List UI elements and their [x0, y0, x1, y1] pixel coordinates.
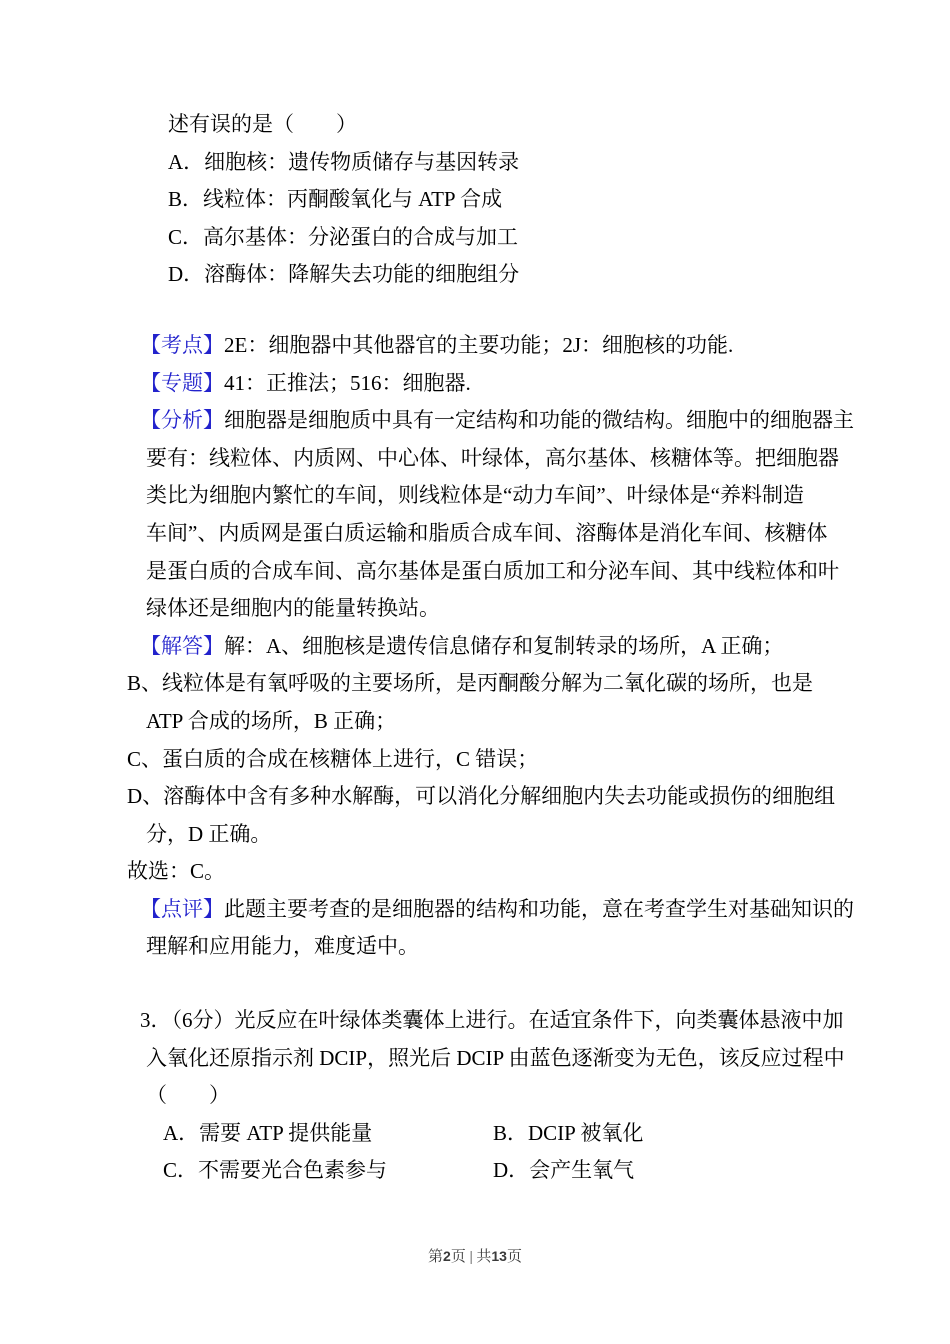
fenxi-line-5 — [146, 553, 950, 591]
fenxi-line-6 — [146, 590, 950, 628]
zhuanti-line — [140, 365, 950, 403]
jieda-line-2 — [127, 665, 950, 703]
dianping-line-1 — [140, 891, 950, 929]
q3-number: 3． — [140, 1008, 172, 1033]
jieda-text-2: B、线粒体是有氧呼吸的主要场所，是丙酮酸分解为二氧化碳的场所，也是 — [127, 671, 814, 696]
page-content — [0, 106, 950, 1190]
q2-option-d — [168, 256, 950, 294]
q2-option-c — [168, 219, 950, 257]
q2-option-d-label: D． — [168, 262, 205, 287]
q2-option-a — [168, 144, 950, 182]
fenxi-line-1 — [140, 402, 950, 440]
q3-answer-blank: （ ） — [146, 1083, 230, 1108]
dianping-text-2: 理解和应用能力，难度适中。 — [146, 934, 419, 959]
q3-option-a-text: 需要 ATP 提供能量 — [199, 1120, 373, 1145]
q3-option-d — [493, 1158, 634, 1182]
footer-page-prefix: 第 — [428, 1249, 444, 1265]
q3-score: （6分） — [171, 1008, 235, 1033]
jieda-line-3 — [146, 703, 950, 741]
kaodian-label: 【考点】 — [140, 332, 224, 357]
q2-option-a-text: 细胞核：遗传物质储存与基因转录 — [204, 149, 520, 174]
q3-option-a-label: A． — [163, 1120, 200, 1145]
fenxi-text-6: 绿体还是细胞内的能量转换站。 — [146, 596, 440, 621]
q3-option-d-text: 会产生氧气 — [529, 1158, 635, 1183]
q3-option-c-text: 不需要光合色素参与 — [198, 1158, 388, 1183]
kaodian-line — [140, 327, 950, 365]
fenxi-text-1: 细胞器是细胞质中具有一定结构和功能的微结构。细胞中的细胞器主 — [224, 408, 854, 433]
q3-option-a — [163, 1115, 493, 1153]
q2-option-d-text: 溶酶体：降解失去功能的细胞组分 — [204, 262, 520, 287]
footer-current-page: 2 — [443, 1248, 451, 1264]
jieda-line-5 — [127, 778, 950, 816]
q3-stem-line-1 — [140, 1002, 950, 1040]
fenxi-text-2: 要有：线粒体、内质网、中心体、叶绿体，高尔基体、核糖体等。把细胞器 — [146, 445, 839, 470]
kaodian-text: 2E：细胞器中其他器官的主要功能；2J：细胞核的功能. — [224, 332, 734, 357]
jieda-conclusion-text: 故选：C。 — [127, 859, 226, 884]
q2-stem-continuation — [168, 106, 950, 144]
fenxi-label: 【分析】 — [140, 408, 224, 433]
footer-total-pages: 13 — [491, 1248, 507, 1264]
q3-option-b — [493, 1121, 643, 1145]
fenxi-line-2 — [146, 440, 950, 478]
jieda-conclusion — [127, 853, 950, 891]
q3-options-row-2 — [163, 1152, 950, 1190]
fenxi-line-3 — [146, 477, 950, 515]
dianping-line-2 — [146, 928, 950, 966]
q3-option-d-label: D． — [493, 1158, 530, 1183]
footer-page-suffix: 页 — [506, 1249, 522, 1265]
q2-option-b — [168, 181, 950, 219]
jieda-line-6 — [146, 816, 950, 854]
q3-option-b-label: B． — [493, 1120, 529, 1145]
q3-options-row-1 — [163, 1115, 950, 1153]
q3-stem-text-2: 入氧化还原指示剂 DCIP，照光后 DCIP 由蓝色逐渐变为无色，该反应过程中 — [146, 1045, 845, 1070]
q3-option-c-label: C． — [163, 1158, 199, 1183]
q3-option-b-text: DCIP 被氧化 — [528, 1120, 644, 1145]
jieda-text-3: ATP 合成的场所，B 正确； — [146, 708, 397, 733]
jieda-label: 【解答】 — [140, 633, 224, 658]
fenxi-line-4 — [146, 515, 950, 553]
q2-option-b-text: 线粒体：丙酮酸氧化与 ATP 合成 — [203, 187, 503, 212]
fenxi-text-5: 是蛋白质的合成车间、高尔基体是蛋白质加工和分泌车间、其中线粒体和叶 — [146, 558, 839, 583]
zhuanti-label: 【专题】 — [140, 370, 224, 395]
q3-stem-line-2 — [146, 1040, 950, 1078]
q2-option-a-label: A． — [168, 149, 205, 174]
q3-stem-text-1: 光反应在叶绿体类囊体上进行。在适宜条件下，向类囊体悬液中加 — [234, 1008, 844, 1033]
q3-option-c — [163, 1152, 493, 1190]
page-footer — [0, 1245, 950, 1266]
jieda-text-1: 解：A、细胞核是遗传信息储存和复制转录的场所，A 正确； — [224, 633, 784, 658]
jieda-text-5: D、溶酶体中含有多种水解酶，可以消化分解细胞内失去功能或损伤的细胞组 — [127, 784, 836, 809]
dianping-text-1: 此题主要考查的是细胞器的结构和功能，意在考查学生对基础知识的 — [224, 896, 854, 921]
dianping-label: 【点评】 — [140, 896, 224, 921]
jieda-line-1 — [140, 628, 950, 666]
footer-middle: 页 | 共 — [450, 1249, 492, 1265]
fenxi-text-3: 类比为细胞内繁忙的车间，则线粒体是“动力车间”、叶绿体是“养料制造 — [146, 483, 804, 508]
fenxi-text-4: 车间”、内质网是蛋白质运输和脂质合成车间、溶酶体是消化车间、核糖体 — [146, 520, 828, 545]
q2-option-c-label: C． — [168, 224, 204, 249]
q2-stem-text: 述有误的是（ ） — [168, 112, 357, 136]
jieda-line-4 — [127, 741, 950, 779]
q2-option-b-label: B． — [168, 187, 204, 212]
jieda-text-4: C、蛋白质的合成在核糖体上进行，C 错误； — [127, 746, 539, 771]
zhuanti-text: 41：正推法；516：细胞器. — [224, 370, 471, 395]
q2-option-c-text: 高尔基体：分泌蛋白的合成与加工 — [203, 224, 519, 249]
q3-stem-line-3 — [146, 1077, 950, 1115]
jieda-text-6: 分，D 正确。 — [146, 821, 272, 846]
